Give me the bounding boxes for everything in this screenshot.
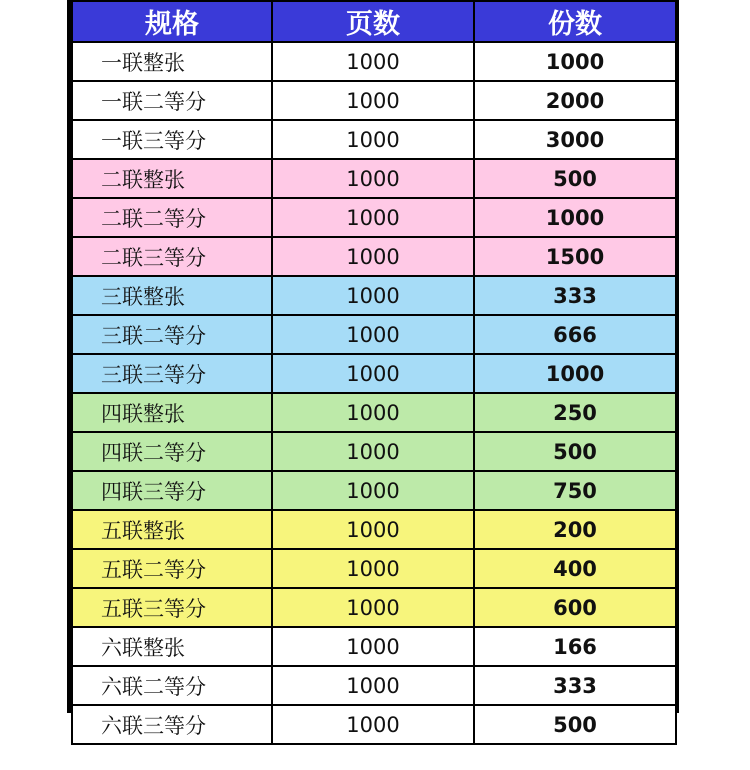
spec-cell: 六联二等分 [72, 666, 272, 705]
spec-cell: 二联二等分 [72, 198, 272, 237]
spec-cell: 四联整张 [72, 393, 272, 432]
pages-cell: 1000 [272, 81, 474, 120]
pages-cell: 1000 [272, 666, 474, 705]
table-row [72, 42, 676, 81]
copies-cell: 750 [474, 471, 676, 510]
copies-cell: 1000 [474, 42, 676, 81]
header-pages: 页数 [272, 1, 474, 42]
spec-table-frame [67, 0, 679, 738]
copies-cell: 500 [474, 159, 676, 198]
spec-cell: 二联整张 [72, 159, 272, 198]
pages-cell: 1000 [272, 354, 474, 393]
spec-cell: 一联整张 [72, 42, 272, 81]
table-row [72, 393, 676, 432]
pages-cell: 1000 [272, 42, 474, 81]
copies-cell: 1000 [474, 198, 676, 237]
pages-cell: 1000 [272, 159, 474, 198]
spec-cell: 五联二等分 [72, 549, 272, 588]
pages-cell: 1000 [272, 315, 474, 354]
table-row [72, 276, 676, 315]
spec-cell: 五联三等分 [72, 588, 272, 627]
copies-cell: 500 [474, 432, 676, 471]
copies-cell: 1500 [474, 237, 676, 276]
copies-cell: 3000 [474, 120, 676, 159]
table-row [72, 120, 676, 159]
spec-cell: 五联整张 [72, 510, 272, 549]
pages-cell: 1000 [272, 237, 474, 276]
pages-cell: 1000 [272, 276, 474, 315]
pages-cell: 1000 [272, 120, 474, 159]
table-row [72, 705, 676, 744]
table-header-row [72, 1, 676, 42]
table-row [72, 315, 676, 354]
table-row [72, 198, 676, 237]
table-row [72, 549, 676, 588]
pages-cell: 1000 [272, 393, 474, 432]
spec-cell: 四联二等分 [72, 432, 272, 471]
spec-cell: 三联整张 [72, 276, 272, 315]
pages-cell: 1000 [272, 627, 474, 666]
pages-cell: 1000 [272, 198, 474, 237]
pages-cell: 1000 [272, 588, 474, 627]
copies-cell: 333 [474, 276, 676, 315]
header-spec: 规格 [72, 1, 272, 42]
table-row [72, 354, 676, 393]
table-row [72, 237, 676, 276]
spec-cell: 一联二等分 [72, 81, 272, 120]
header-copies: 份数 [474, 1, 676, 42]
pages-cell: 1000 [272, 549, 474, 588]
copies-cell: 200 [474, 510, 676, 549]
copies-cell: 400 [474, 549, 676, 588]
table-row [72, 627, 676, 666]
copies-cell: 600 [474, 588, 676, 627]
copies-cell: 333 [474, 666, 676, 705]
spec-cell: 六联三等分 [72, 705, 272, 744]
table-row [72, 666, 676, 705]
copies-cell: 250 [474, 393, 676, 432]
spec-cell: 二联三等分 [72, 237, 272, 276]
table-row [72, 471, 676, 510]
table-body [72, 42, 676, 744]
table-row [72, 81, 676, 120]
spec-cell: 一联三等分 [72, 120, 272, 159]
spec-cell: 三联二等分 [72, 315, 272, 354]
table-row [72, 588, 676, 627]
spec-table [71, 0, 677, 745]
copies-cell: 666 [474, 315, 676, 354]
pages-cell: 1000 [272, 471, 474, 510]
pages-cell: 1000 [272, 510, 474, 549]
pages-cell: 1000 [272, 432, 474, 471]
spec-cell: 四联三等分 [72, 471, 272, 510]
copies-cell: 2000 [474, 81, 676, 120]
copies-cell: 1000 [474, 354, 676, 393]
table-row [72, 432, 676, 471]
copies-cell: 166 [474, 627, 676, 666]
table-row [72, 510, 676, 549]
spec-cell: 三联三等分 [72, 354, 272, 393]
copies-cell: 500 [474, 705, 676, 744]
spec-cell: 六联整张 [72, 627, 272, 666]
pages-cell: 1000 [272, 705, 474, 744]
table-row [72, 159, 676, 198]
